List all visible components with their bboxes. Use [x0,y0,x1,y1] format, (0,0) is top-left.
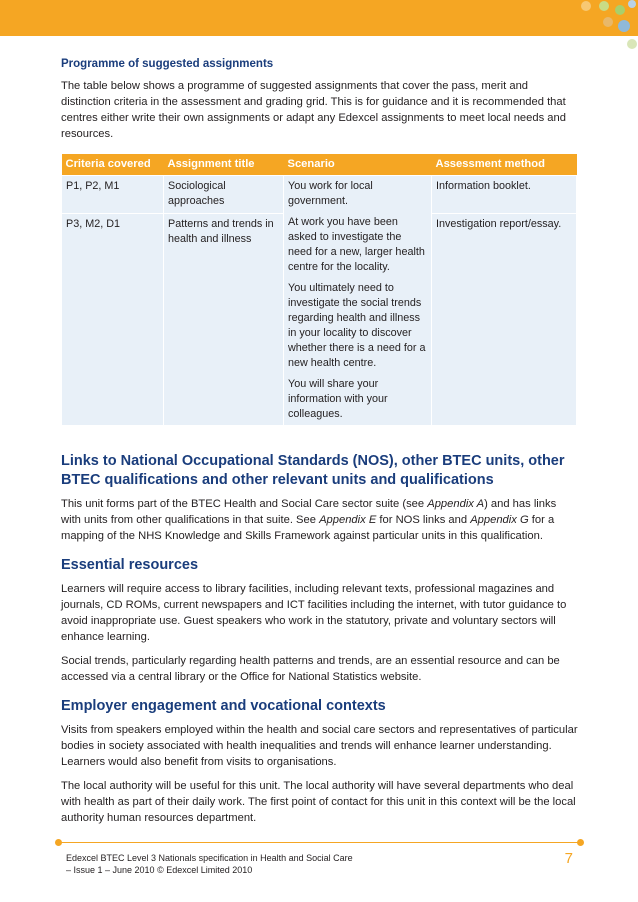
col-scenario-header: Scenario [284,154,432,176]
page-number: 7 [564,850,573,867]
employer-paragraph: The local authority will be useful for this unit. The local authority will have several departments who deal with health as part of their daily work. The first point of contact for this unit in this context will be the local authority human resources department. [61,780,576,824]
resources-heading: Essential resources [61,557,199,573]
main-content [61,58,579,834]
criteria-cell: P3, M2, D1 [62,214,164,426]
intro-paragraph: The table below shows a programme of suggested assignments that cover the pass, merit and distinction criteria in the assessment and grading grid. This is for guidance and it is recommended that centres either write their own assignments or adapt any Edexcel assignments to meet local needs and resources. [61,80,566,140]
scenario-paragraph: You work for local government. [288,180,373,207]
scenario-paragraph: You will share your information with your colleagues. [288,378,388,420]
employer-heading: Employer engagement and vocational contexts [61,698,386,714]
title-cell: Sociological approaches [164,176,284,214]
employer-paragraph: Visits from speakers employed within the health and social care sectors and representatives of particular bodies in society associated with health inequalities and trends will enhance learner understanding. Learners would also benefit from visits to organisations. [61,724,578,768]
footer-line-2: – Issue 1 – June 2010 © Edexcel Limited 2010 [66,865,253,875]
scenario-paragraph: At work you have been asked to investigate the need for a new, larger health centre for the locality. [288,216,425,273]
decorative-dots-icon [558,0,638,60]
assignments-table [61,154,577,426]
resources-paragraph: Learners will require access to library facilities, including relevant texts, professional magazines and journals, CD ROMs, current newspapers and ICT facilities including the internet, with tutor guidance to avoid inappropriate use. Guest speakers who work in the statutory, private and voluntary sectors will enhance learning. [61,583,567,643]
col-title-header: Assignment title [164,154,284,176]
footer-text [66,852,353,876]
scenario-cell [284,176,432,426]
method-cell: Information booklet. [432,176,577,214]
table-header-row [62,154,577,176]
method-cell: Investigation report/essay. [432,214,577,426]
title-cell: Patterns and trends in health and illness [164,214,284,426]
footer-rule [58,842,581,843]
table-row [62,176,577,214]
col-method-header: Assessment method [432,154,577,176]
criteria-cell: P1, P2, M1 [62,176,164,214]
col-criteria-header: Criteria covered [62,154,164,176]
resources-paragraph: Social trends, particularly regarding health patterns and trends, are an essential resource and can be accessed via a central library or the Office for National Statistics website. [61,655,560,683]
header-bar [0,0,638,36]
footer-dot-icon [577,839,584,846]
section-heading: Programme of suggested assignments [61,58,274,70]
footer-line-1: Edexcel BTEC Level 3 Nationals specification in Health and Social Care [66,853,353,863]
scenario-paragraph: You ultimately need to investigate the social trends regarding health and illness in your locality to discover whether there is a need for a new health centre. [288,282,426,369]
links-paragraph: This unit forms part of the BTEC Health and Social Care sector suite (see Appendix A) and has links with units from other qualifications in that suite. See Appendix E for NOS links and Appendix G for a mapping of the NHS Knowledge and Skills Framework against particular units in this qualification. [61,498,557,542]
links-heading: Links to National Occupational Standards (NOS), other BTEC units, other BTEC qualifications and other relevant units and qualifications [61,453,565,488]
